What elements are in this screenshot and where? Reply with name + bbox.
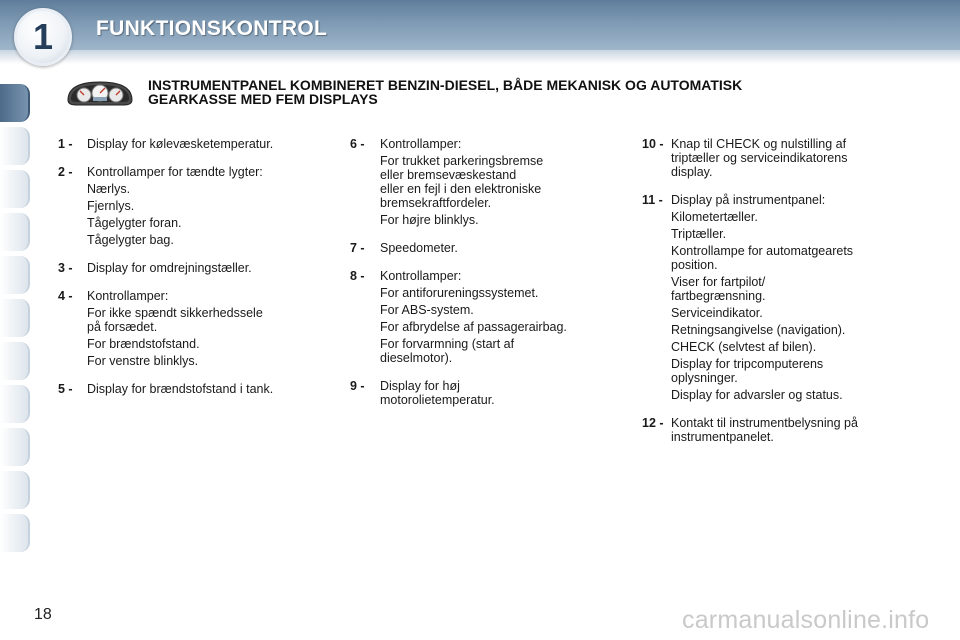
legend-item-text: Kontrollamper: xyxy=(380,137,462,151)
page-number: 18 xyxy=(34,606,52,623)
chapter-tab-4[interactable] xyxy=(0,213,30,251)
legend-item-text: Speedometer. xyxy=(380,241,458,255)
chapter-tab-5[interactable] xyxy=(0,256,30,294)
legend-item-text: For ikke spændt sikkerhedssele på forsædet. xyxy=(87,306,263,334)
chapter-badge xyxy=(14,8,72,66)
legend-item-8 xyxy=(350,269,625,365)
legend-column-3 xyxy=(642,137,932,447)
chapter-tab-8[interactable] xyxy=(0,385,30,423)
legend-item-1 xyxy=(58,137,338,151)
chapter-tab-10[interactable] xyxy=(0,471,30,509)
legend-item-11 xyxy=(642,193,932,402)
legend-item-number: 12 - xyxy=(642,416,664,430)
watermark: carmanualsonline.info xyxy=(682,606,930,634)
legend-item-2 xyxy=(58,165,338,247)
legend-item-text: Display for brændstofstand i tank. xyxy=(87,382,274,396)
legend-item-text: Display for høj motorolietemperatur. xyxy=(380,379,495,407)
legend-item-text: Tågelygter bag. xyxy=(87,233,174,247)
legend-item-text: Display på instrumentpanel: xyxy=(671,193,826,207)
legend-item-text: For højre blinklys. xyxy=(380,213,479,227)
legend-item-number: 7 - xyxy=(350,241,365,255)
section-heading xyxy=(148,78,928,106)
legend-item-text: For antiforureningssystemet. xyxy=(380,286,539,300)
legend-item-text: Nærlys. xyxy=(87,182,131,196)
legend-item-text: For trukket parkeringsbremse eller bremsevæskestand eller en fejl i den elektroniske bremsekraftfordeler. xyxy=(380,154,544,210)
legend-item-7 xyxy=(350,241,625,255)
legend-item-text: Serviceindikator. xyxy=(671,306,763,320)
chapter-tab-6[interactable] xyxy=(0,299,30,337)
legend-item-text: CHECK (selvtest af bilen). xyxy=(671,340,817,354)
legend-item-text: Display for kølevæsketemperatur. xyxy=(87,137,274,151)
legend-item-text: Triptæller. xyxy=(671,227,727,241)
legend-item-text: Display for omdrejningstæller. xyxy=(87,261,252,275)
chapter-tab-11[interactable] xyxy=(0,514,30,552)
legend-item-text: Kontrollamper for tændte lygter: xyxy=(87,165,263,179)
legend-item-number: 3 - xyxy=(58,261,73,275)
legend-item-9 xyxy=(350,379,625,407)
legend-item-text: For ABS-system. xyxy=(380,303,474,317)
legend-item-text: For forvarmning (start af dieselmotor). xyxy=(380,337,515,365)
chapter-tab-1[interactable] xyxy=(0,84,30,122)
chapter-tab-7[interactable] xyxy=(0,342,30,380)
legend-item-number: 10 - xyxy=(642,137,664,151)
legend-item-number: 9 - xyxy=(350,379,365,393)
legend-item-text: Display for advarsler og status. xyxy=(671,388,843,402)
legend-item-text: Fjernlys. xyxy=(87,199,135,213)
legend-item-number: 2 - xyxy=(58,165,73,179)
section-heading-text: INSTRUMENTPANEL KOMBINERET BENZIN-DIESEL, BÅDE MEKANISK OG AUTOMATISK GEARKASSE MED FEM DISPLAYS xyxy=(148,77,743,107)
legend-item-number: 5 - xyxy=(58,382,73,396)
legend-item-number: 6 - xyxy=(350,137,365,151)
chapter-tab-9[interactable] xyxy=(0,428,30,466)
legend-item-number: 4 - xyxy=(58,289,73,303)
legend-item-10 xyxy=(642,137,932,179)
legend-item-text: Kontrollampe for automatgearets position. xyxy=(671,244,854,272)
legend-item-text: Kontrollamper: xyxy=(87,289,169,303)
legend-item-text: Retningsangivelse (navigation). xyxy=(671,323,846,337)
legend-item-3 xyxy=(58,261,338,275)
page-title: FUNKTIONSKONTROL xyxy=(96,17,328,40)
chapter-number: 1 xyxy=(32,16,54,57)
legend-item-text: Kilometertæller. xyxy=(671,210,758,224)
legend-item-number: 11 - xyxy=(642,193,663,207)
chapter-tabs xyxy=(0,70,34,580)
legend-item-5 xyxy=(58,382,338,396)
legend-column-1 xyxy=(58,137,338,399)
legend-item-text: Display for tripcomputerens oplysninger. xyxy=(671,357,824,385)
legend-item-text: Knap til CHECK og nulstilling af triptæller og serviceindikatorens display. xyxy=(671,137,848,179)
legend-item-number: 8 - xyxy=(350,269,365,283)
legend-item-12 xyxy=(642,416,932,444)
legend-item-text: Tågelygter foran. xyxy=(87,216,182,230)
legend-column-2 xyxy=(350,137,625,410)
chapter-tab-2[interactable] xyxy=(0,127,30,165)
legend-item-text: Kontrollamper: xyxy=(380,269,462,283)
legend-item-text: For venstre blinklys. xyxy=(87,354,199,368)
header-shadow xyxy=(0,50,960,64)
legend-item-text: For brændstofstand. xyxy=(87,337,200,351)
legend-item-4 xyxy=(58,289,338,368)
chapter-tab-3[interactable] xyxy=(0,170,30,208)
legend-item-6 xyxy=(350,137,625,227)
legend-item-text: Viser for fartpilot/ fartbegrænsning. xyxy=(671,275,766,303)
instrument-panel-icon xyxy=(64,78,136,108)
legend-item-text: For afbrydelse af passagerairbag. xyxy=(380,320,567,334)
legend-item-text: Kontakt til instrumentbelysning på instrumentpanelet. xyxy=(671,416,858,444)
legend-item-number: 1 - xyxy=(58,137,73,151)
